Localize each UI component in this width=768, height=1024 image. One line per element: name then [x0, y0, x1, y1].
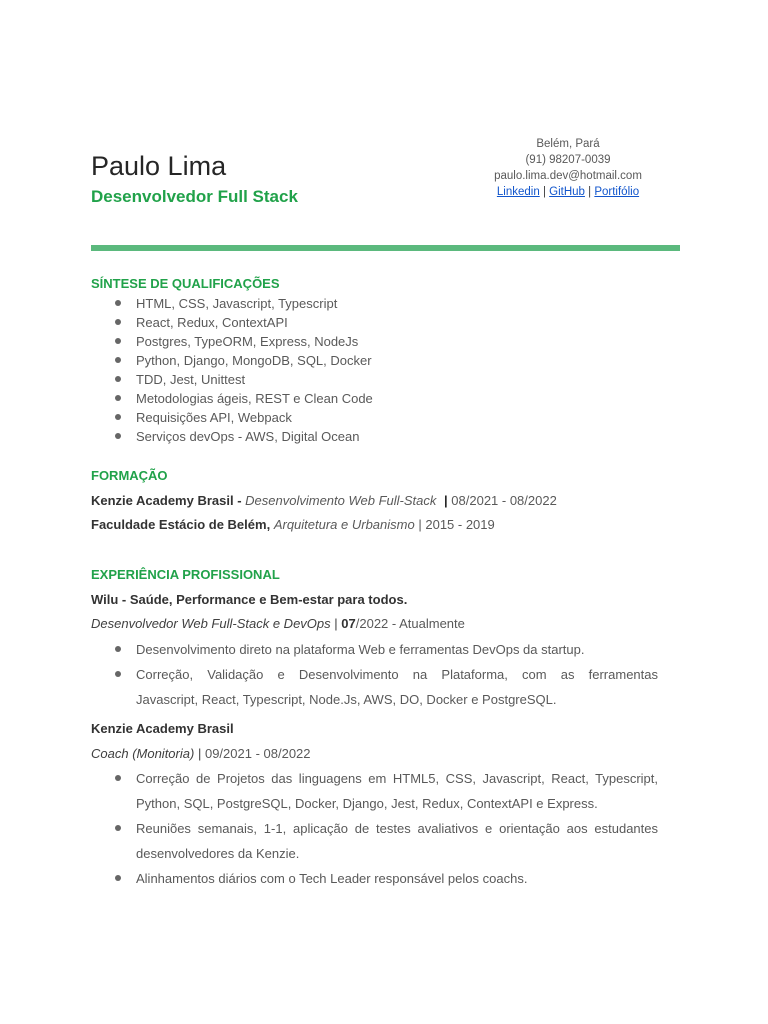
list-item	[136, 637, 658, 662]
qualification-text: Metodologias ágeis, REST e Clean Code	[136, 390, 373, 406]
list-item	[136, 370, 373, 389]
education-entry	[91, 491, 557, 510]
qualification-text: Python, Django, MongoDB, SQL, Docker	[136, 352, 372, 368]
bullet-icon	[115, 433, 121, 439]
job-separator: |	[334, 616, 338, 631]
education-heading: FORMAÇÃO	[91, 468, 168, 483]
bullet-line: Desenvolvimento direto na plataforma Web e ferramentas DevOps da startup.	[136, 641, 585, 657]
job-separator: |	[197, 745, 202, 761]
contact-block	[468, 136, 668, 200]
list-item	[136, 294, 373, 313]
bullet-icon	[115, 414, 121, 420]
list-item	[136, 766, 658, 816]
bullet-icon	[115, 671, 121, 677]
candidate-name: Paulo Lima	[91, 151, 227, 181]
github-link[interactable]: GitHub	[549, 186, 585, 198]
experience-heading: EXPERIÊNCIA PROFISSIONAL	[91, 567, 280, 582]
education-separator: |	[444, 493, 448, 508]
contact-email: paulo.lima.dev@hotmail.com	[494, 170, 642, 182]
list-item	[136, 389, 373, 408]
bullet-line: Alinhamentos diários com o Tech Leader responsável pelos coachs.	[136, 870, 528, 886]
bullet-line: Correção de Projetos das linguagens em HTML5, CSS, Javascript, React, Typescript,	[136, 770, 658, 786]
header-divider	[91, 245, 680, 251]
qualification-text: Requisições API, Webpack	[136, 409, 292, 425]
education-institution: Kenzie Academy Brasil -	[91, 493, 242, 508]
bullet-line: Python, SQL, PostgreSQL, Docker, Django, Jest, Redux, ContextAPI e Express.	[136, 795, 598, 811]
bullet-icon	[115, 775, 121, 781]
job-period: /2022 - Atualmente	[355, 616, 465, 631]
qualification-text: React, Redux, ContextAPI	[136, 314, 288, 330]
job-role: Coach (Monitoria)	[91, 745, 195, 761]
bullet-line: Javascript, React, Typescript, Node.Js, AWS, DO, Docker e PostgreSQL.	[136, 691, 557, 707]
list-item	[136, 816, 658, 866]
education-entry	[91, 515, 495, 534]
job-role-line	[91, 614, 465, 633]
job-role: Desenvolvedor Web Full-Stack e DevOps	[91, 616, 331, 631]
bullet-line: Correção, Validação e Desenvolvimento na Plataforma, com as ferramentas	[136, 666, 658, 682]
contact-location: Belém, Pará	[536, 138, 600, 150]
list-item	[136, 332, 373, 351]
list-item	[136, 351, 373, 370]
education-course: Arquitetura e Urbanismo	[273, 517, 415, 532]
list-item	[136, 313, 373, 332]
job-period-month: 07	[341, 616, 356, 631]
job-period: 09/2021 - 08/2022	[204, 745, 311, 761]
qualifications-list	[136, 294, 373, 446]
job-company: Kenzie Academy Brasil	[91, 721, 234, 736]
bullet-icon	[115, 646, 121, 652]
job-bullets	[136, 637, 658, 712]
bullet-icon	[115, 300, 121, 306]
education-institution: Faculdade Estácio de Belém,	[91, 517, 271, 532]
bullet-line: desenvolvedores da Kenzie.	[136, 845, 300, 861]
qualification-text: Postgres, TypeORM, Express, NodeJs	[136, 333, 359, 349]
education-separator: |	[418, 517, 422, 532]
bullet-icon	[115, 319, 121, 325]
education-period: 08/2021 - 08/2022	[451, 493, 557, 508]
bullet-line: Reuniões semanais, 1-1, aplicação de testes avaliativos e orientação aos estudantes	[136, 820, 658, 836]
list-item	[136, 427, 373, 446]
job-role-line	[91, 744, 311, 763]
list-item	[136, 662, 658, 712]
contact-phone: (91) 98207-0039	[525, 154, 611, 166]
contact-links	[468, 184, 668, 200]
bullet-icon	[115, 825, 121, 831]
candidate-title: Desenvolvedor Full Stack	[91, 187, 298, 206]
list-item	[136, 408, 373, 427]
bullet-icon	[115, 338, 121, 344]
qualification-text: TDD, Jest, Unittest	[136, 371, 246, 387]
portfolio-link[interactable]: Portifólio	[594, 186, 640, 198]
list-item	[136, 866, 658, 891]
education-period: 2015 - 2019	[425, 517, 495, 532]
bullet-icon	[115, 875, 121, 881]
job-bullets	[136, 766, 658, 891]
bullet-icon	[115, 395, 121, 401]
bullet-icon	[115, 376, 121, 382]
job-company: Wilu - Saúde, Performance e Bem-estar para todos.	[91, 592, 408, 607]
link-separator: |	[542, 186, 546, 198]
qualifications-heading: SÍNTESE DE QUALIFICAÇÕES	[91, 276, 280, 291]
education-course: Desenvolvimento Web Full-Stack	[245, 493, 437, 508]
bullet-icon	[115, 357, 121, 363]
link-separator: |	[588, 186, 592, 198]
qualification-text: HTML, CSS, Javascript, Typescript	[136, 295, 338, 311]
linkedin-link[interactable]: Linkedin	[496, 186, 540, 198]
qualification-text: Serviços devOps - AWS, Digital Ocean	[136, 428, 360, 444]
